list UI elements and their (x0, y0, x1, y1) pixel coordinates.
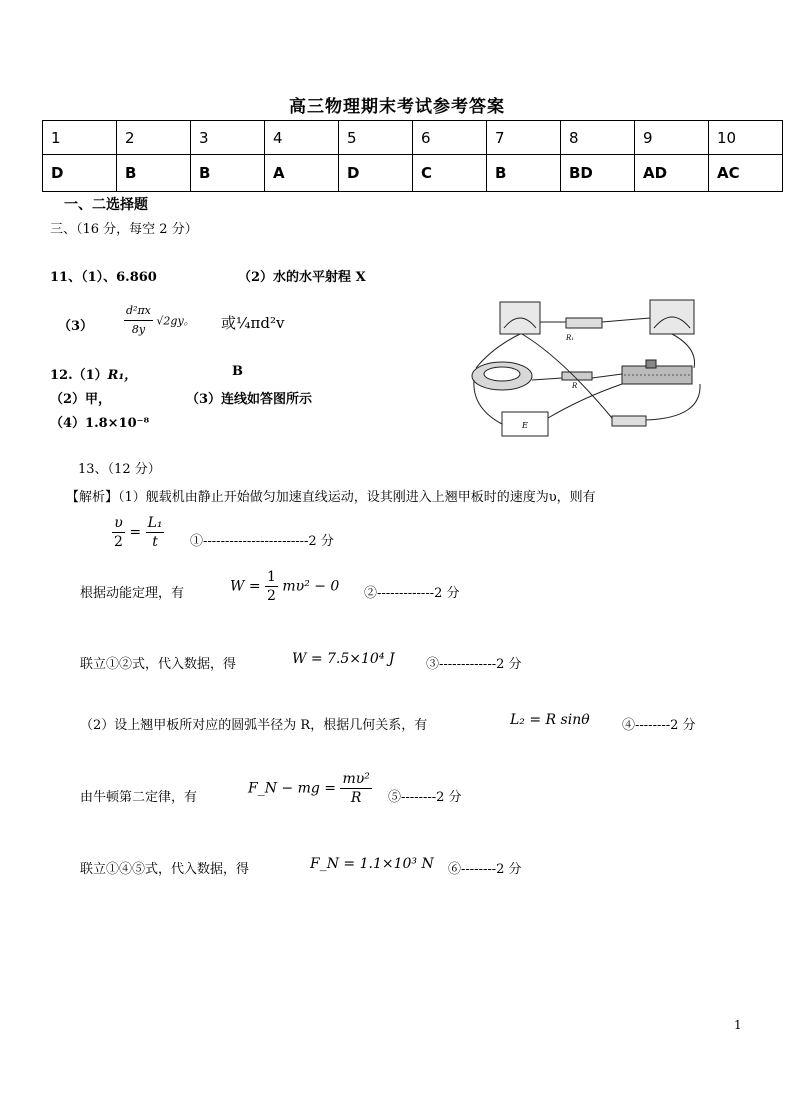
eq2-denominator: 2 (267, 588, 276, 604)
table-cell-number: 4 (265, 121, 339, 155)
q13-eq1 (112, 514, 164, 551)
circuit-diagram (462, 298, 722, 440)
q12-part1-value: R₁， (107, 368, 138, 383)
q12-part2: （2）甲， (50, 392, 112, 407)
q13-eq4-score: ④--------2 分 (622, 718, 696, 733)
table-cell-answer: C (413, 155, 487, 192)
table-cell-number: 8 (561, 121, 635, 155)
eq2-numerator: 1 (267, 569, 276, 585)
q13-eq2-text: 根据动能定理，有 (80, 586, 185, 601)
switch (612, 416, 646, 426)
table-cell-answer: B (487, 155, 561, 192)
table-cell-answer: BD (561, 155, 635, 192)
page-number: 1 (734, 1018, 742, 1032)
resistor-box (566, 318, 602, 328)
section-heading-choice: 一、二选择题 (64, 197, 148, 213)
battery-label-e: E (522, 421, 528, 430)
table-cell-number: 1 (43, 121, 117, 155)
eq1-equals: = (129, 524, 142, 541)
wire (646, 384, 700, 420)
wire (602, 318, 650, 322)
answer-table (42, 120, 783, 192)
eq2-rhs: mυ² − 0 (282, 578, 340, 595)
q13-eq2 (230, 568, 339, 605)
q13-eq2-score: ②-------------2 分 (364, 586, 460, 601)
q13-eq5-text: 由牛顿第二定律，有 (80, 790, 198, 805)
table-cell-answer: AC (709, 155, 783, 192)
eq5-numerator: mυ² (342, 771, 370, 787)
q13-eq6-formula: F_N = 1.1×10³ N (310, 856, 434, 872)
q11-part2: （2）水的水平射程 X (238, 270, 366, 285)
q13-eq6-score: ⑥--------2 分 (448, 862, 522, 877)
table-cell-number: 10 (709, 121, 783, 155)
wire (532, 378, 562, 380)
q13-eq3-score: ③-------------2 分 (426, 657, 522, 672)
table-cell-answer: B (191, 155, 265, 192)
q13-eq3-formula: W = 7.5×10⁴ J (292, 651, 395, 667)
eq5-denominator: R (350, 790, 362, 806)
rheostat-slider (646, 360, 656, 368)
resistor-label-r1: R₁ (566, 334, 575, 342)
q11-formula-denominator: 8y (131, 323, 146, 336)
q11-part3-label: （3） (58, 319, 94, 334)
q13-eq6-text: 联立①④⑤式，代入数据，得 (80, 862, 250, 877)
table-cell-number: 6 (413, 121, 487, 155)
table-cell-answer: D (339, 155, 413, 192)
answer-table-number-row (43, 121, 783, 155)
eq1-right-numerator: L₁ (147, 515, 163, 531)
q11-formula (124, 302, 195, 339)
table-cell-answer: A (265, 155, 339, 192)
section-heading-three: 三、（16 分，每空 2 分） (50, 222, 198, 237)
q13-header: 13、（12 分） (78, 462, 161, 477)
q12-part1-label: 12.（1） (50, 368, 108, 383)
table-cell-number: 2 (117, 121, 191, 155)
table-cell-number: 5 (339, 121, 413, 155)
eq2-lhs: W = (230, 578, 261, 595)
table-cell-number: 9 (635, 121, 709, 155)
table-cell-number: 3 (191, 121, 265, 155)
q13-eq4-text: （2）设上翘甲板所对应的圆弧半径为 R，根据几何关系，有 (80, 718, 428, 733)
table-cell-answer: D (43, 155, 117, 192)
q13-analysis: 【解析】（1）舰载机由静止开始做匀加速直线运动，设其刚进入上翘甲板时的速度为υ，则有 (66, 490, 596, 505)
q13-eq4-formula: L₂ = R sinθ (510, 712, 590, 728)
q11-formula-numerator: d²πx (124, 302, 153, 321)
q12-part3: （3）连线如答图所示 (186, 392, 313, 407)
coil-ring-inner (484, 367, 520, 381)
eq1-right-denominator: t (152, 534, 158, 550)
wire (592, 374, 622, 378)
eq1-left-denominator: 2 (114, 534, 123, 550)
table-cell-number: 7 (487, 121, 561, 155)
q13-eq5 (248, 770, 372, 807)
table-cell-answer: AD (635, 155, 709, 192)
table-cell-answer: B (117, 155, 191, 192)
q12-part4: （4）1.8×10⁻⁸ (50, 416, 150, 431)
wire (548, 384, 622, 418)
resistor-label-r: R (572, 382, 578, 390)
q11-part1: 11、（1）、6.860 (50, 270, 157, 285)
q11-alt-formula: 或¼πd²v (221, 314, 285, 332)
answer-table-answer-row (43, 155, 783, 192)
eq5-lhs: F_N − mg = (248, 780, 337, 797)
eq1-left-numerator: υ (112, 514, 125, 533)
q13-eq1-score: ①------------------------2 分 (190, 534, 334, 549)
wire (672, 334, 695, 368)
q11-formula-root: √2gy。 (156, 314, 195, 328)
q13-eq3-text: 联立①②式，代入数据，得 (80, 657, 237, 672)
q12-part1-b: B (232, 364, 243, 379)
q13-eq5-score: ⑤--------2 分 (388, 790, 462, 805)
page-title: 高三物理期末考试参考答案 (289, 97, 505, 117)
q12-part1 (50, 364, 137, 383)
